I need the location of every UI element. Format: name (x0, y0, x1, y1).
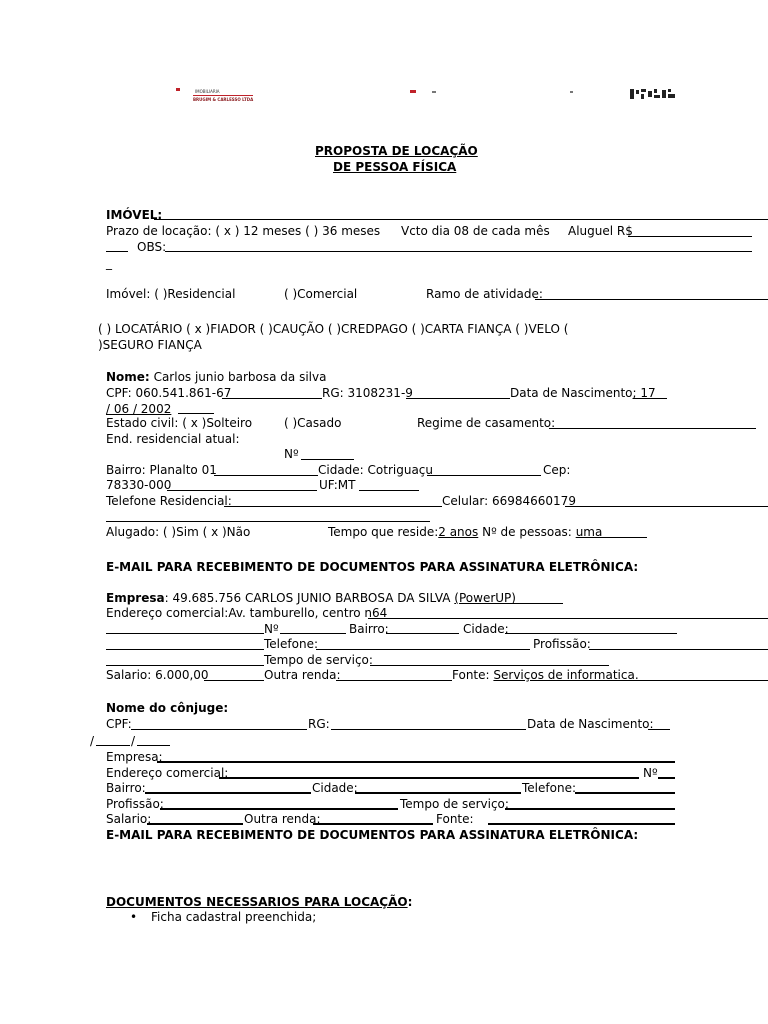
aluguel-field[interactable] (628, 236, 752, 237)
conjuge-bairro-field[interactable] (145, 792, 311, 794)
empresa-numero: Nº (264, 622, 279, 636)
telefone-residencial: Telefone Residencial: (106, 494, 232, 508)
uf-line (359, 490, 419, 491)
empresa-powerup: (PowerUP) (454, 591, 516, 605)
salario-line (204, 680, 264, 681)
endereco-line (368, 618, 768, 619)
regime-label: Regime de casamento: (417, 416, 556, 430)
imovel-comercial: ( )Comercial (284, 287, 358, 301)
conjuge-salario-field[interactable] (147, 823, 243, 825)
cep-line (167, 490, 317, 491)
conjuge-cpf-line (131, 729, 307, 730)
tel-pre-line (106, 649, 264, 650)
nasc-value-1: ; 17 (632, 386, 656, 400)
ramo-field[interactable] (535, 299, 768, 300)
endereco-cont-line (106, 633, 264, 634)
email-heading: E-MAIL PARA RECEBIMENTO DE DOCUMENTOS PARA ASSINATURA ELETRÔNICA: (106, 560, 639, 574)
garantia-options: ( ) LOCATÁRIO ( x )FIADOR ( )CAUÇÃO ( )CREDPAGO ( )CARTA FIANÇA ( )VELO ( (98, 322, 569, 336)
empresa-value: : 49.685.756 CARLOS JUNIO BARBOSA DA SILVA (164, 591, 451, 605)
obs-cont: _ (106, 256, 112, 270)
empresa-bairro-line (386, 633, 459, 634)
casado: ( )Casado (284, 416, 342, 430)
conjuge-tempo-servico: Tempo de serviço: (400, 797, 509, 811)
title-line1: PROPOSTA DE LOCAÇÃO (315, 144, 478, 158)
empresa-tempo-servico: Tempo de serviço: (264, 653, 373, 667)
obs-field[interactable] (165, 251, 752, 252)
conjuge-endereco-field[interactable] (219, 777, 639, 779)
extra-line (106, 521, 430, 522)
fonte-label: Fonte: (452, 668, 490, 682)
conjuge-email-heading: E-MAIL PARA RECEBIMENTO DE DOCUMENTOS PARA ASSINATURA ELETRÔNICA: (106, 828, 639, 842)
nasc-label: Data de Nascimento (510, 386, 633, 400)
conjuge-outra-renda: Outra renda: (244, 812, 321, 826)
cep-label: Cep: (543, 463, 571, 477)
cidade: Cidade: Cotriguaçu (318, 463, 434, 477)
conjuge-cpf: CPF: (106, 717, 132, 731)
conjuge-cidade-field[interactable] (355, 792, 521, 794)
pessoas-label: Nº de pessoas: (482, 525, 572, 539)
documentos-heading: DOCUMENTOS NECESSARIOS PARA LOCAÇÃO (106, 895, 408, 909)
regime-field[interactable] (549, 428, 756, 429)
aluguel-field-cont (106, 251, 128, 252)
celular-line (565, 506, 768, 507)
bullet-icon: • (130, 910, 138, 924)
conjuge-fonte-field[interactable] (488, 823, 675, 825)
outra-renda-line (336, 680, 452, 681)
garantia-options-cont: )SEGURO FIANÇA (98, 338, 202, 352)
conjuge-profissao: Profissão: (106, 797, 164, 811)
empresa-bairro: Bairro: (349, 622, 389, 636)
conjuge-telefone: Telefone: (522, 781, 576, 795)
nasc-line-2 (178, 413, 214, 414)
cpf-line (222, 398, 322, 399)
conjuge-nasc-line-2 (96, 745, 130, 746)
conjuge-numero: Nº (643, 766, 658, 780)
endereco-label: End. residencial atual: (106, 432, 240, 446)
cep-value: 78330-000 (106, 478, 172, 492)
tempo-pre-line (106, 665, 264, 666)
conjuge-salario: Salario: (106, 812, 152, 826)
aluguel-label: Aluguel R$ (568, 224, 633, 238)
cidade-line (427, 475, 541, 476)
conjuge-fonte: Fonte: (436, 812, 474, 826)
empresa-salario: Salario: 6.000,00 (106, 668, 209, 682)
documentos-item-1: Ficha cadastral preenchida; (151, 910, 317, 924)
company-name-line2: BRUGIM & CARLESSO LTDA (193, 97, 254, 102)
imovel-tipo: Imóvel: ( )Residencial (106, 287, 236, 301)
telefone-field[interactable] (224, 506, 442, 507)
conjuge-nasc-slash1: / (90, 734, 95, 748)
estado-civil: Estado civil: ( x )Solteiro (106, 416, 253, 430)
empresa-profissao: Profissão: (533, 637, 591, 651)
tempo-reside-value: 2 anos (438, 525, 479, 539)
rg-line (406, 398, 510, 399)
imovel-label: IMÓVEL: (106, 208, 163, 222)
empresa-endereco: Endereço comercial:Av. tamburello, centro n64 (106, 606, 388, 620)
tempo-servico-line (370, 665, 609, 666)
alugado: Alugado: ( )Sim ( x )Não (106, 525, 251, 539)
conjuge-nasc-slash2: / (131, 734, 136, 748)
empresa-profissao-line (589, 649, 768, 650)
nasc-line (645, 398, 667, 399)
fonte-value: Serviços de informatica. (493, 668, 639, 682)
pessoas-value: uma (575, 525, 603, 539)
empresa-cidade-line (505, 633, 677, 634)
conjuge-heading: Nome do cônjuge: (106, 701, 229, 715)
conjuge-rg: RG: (308, 717, 330, 731)
nome-label: Nome: (106, 370, 150, 384)
numero-field[interactable] (301, 459, 354, 460)
empresa-telefone-line (316, 649, 530, 650)
company-name-line1: IMOBILIARIA (195, 89, 220, 94)
conjuge-endereco: Endereço comercial: (106, 766, 229, 780)
vencimento: Vcto dia 08 de cada mês (401, 224, 550, 238)
pessoas-line (587, 537, 647, 538)
conjuge-cidade: Cidade: (312, 781, 358, 795)
empresa-cidade: Cidade: (463, 622, 509, 636)
title-line2: DE PESSOA FÍSICA (333, 160, 457, 174)
conjuge-bairro: Bairro: (106, 781, 146, 795)
qr-code-icon (630, 88, 676, 100)
nasc-value-2: / 06 / 2002 (106, 402, 172, 416)
nome-value: Carlos junio barbosa da silva (153, 370, 327, 384)
conjuge-tempo-servico-field[interactable] (505, 808, 675, 810)
empresa-label: Empresa (106, 591, 165, 605)
empresa-telefone: Telefone: (264, 637, 318, 651)
documentos-colon: : (407, 895, 413, 909)
conjuge-empresa-field[interactable] (157, 761, 675, 763)
prazo-locacao: Prazo de locação: ( x ) 12 meses ( ) 36 meses (106, 224, 381, 238)
rg: RG: 3108231-9 (322, 386, 413, 400)
conjuge-rg-line (331, 729, 526, 730)
bairro: Bairro: Planalto 01 (106, 463, 217, 477)
cpf: CPF: 060.541.861-67 (106, 386, 232, 400)
bairro-line (214, 475, 318, 476)
conjuge-telefone-field[interactable] (575, 792, 675, 794)
numero-label: Nº (284, 447, 299, 461)
uf: UF:MT (319, 478, 356, 492)
obs-label: OBS: (137, 240, 167, 254)
empresa-outra-renda: Outra renda: (264, 668, 341, 682)
fonte-line (628, 680, 768, 681)
conjuge-empresa: Empresa: (106, 750, 163, 764)
conjuge-numero-field[interactable] (658, 777, 675, 779)
empresa-numero-line (280, 633, 346, 634)
conjuge-nasc: Data de Nascimento: (527, 717, 654, 731)
tempo-reside-label: Tempo que reside: (328, 525, 439, 539)
ramo-label: Ramo de atividade: (426, 287, 543, 301)
conjuge-outra-renda-field[interactable] (313, 823, 433, 825)
celular: Celular: 66984660179 (442, 494, 576, 508)
conjuge-nasc-line-3 (137, 745, 170, 746)
imovel-field[interactable] (154, 219, 768, 220)
conjuge-profissao-field[interactable] (160, 808, 398, 810)
conjuge-nasc-line (648, 729, 670, 730)
empresa-line (482, 603, 563, 604)
